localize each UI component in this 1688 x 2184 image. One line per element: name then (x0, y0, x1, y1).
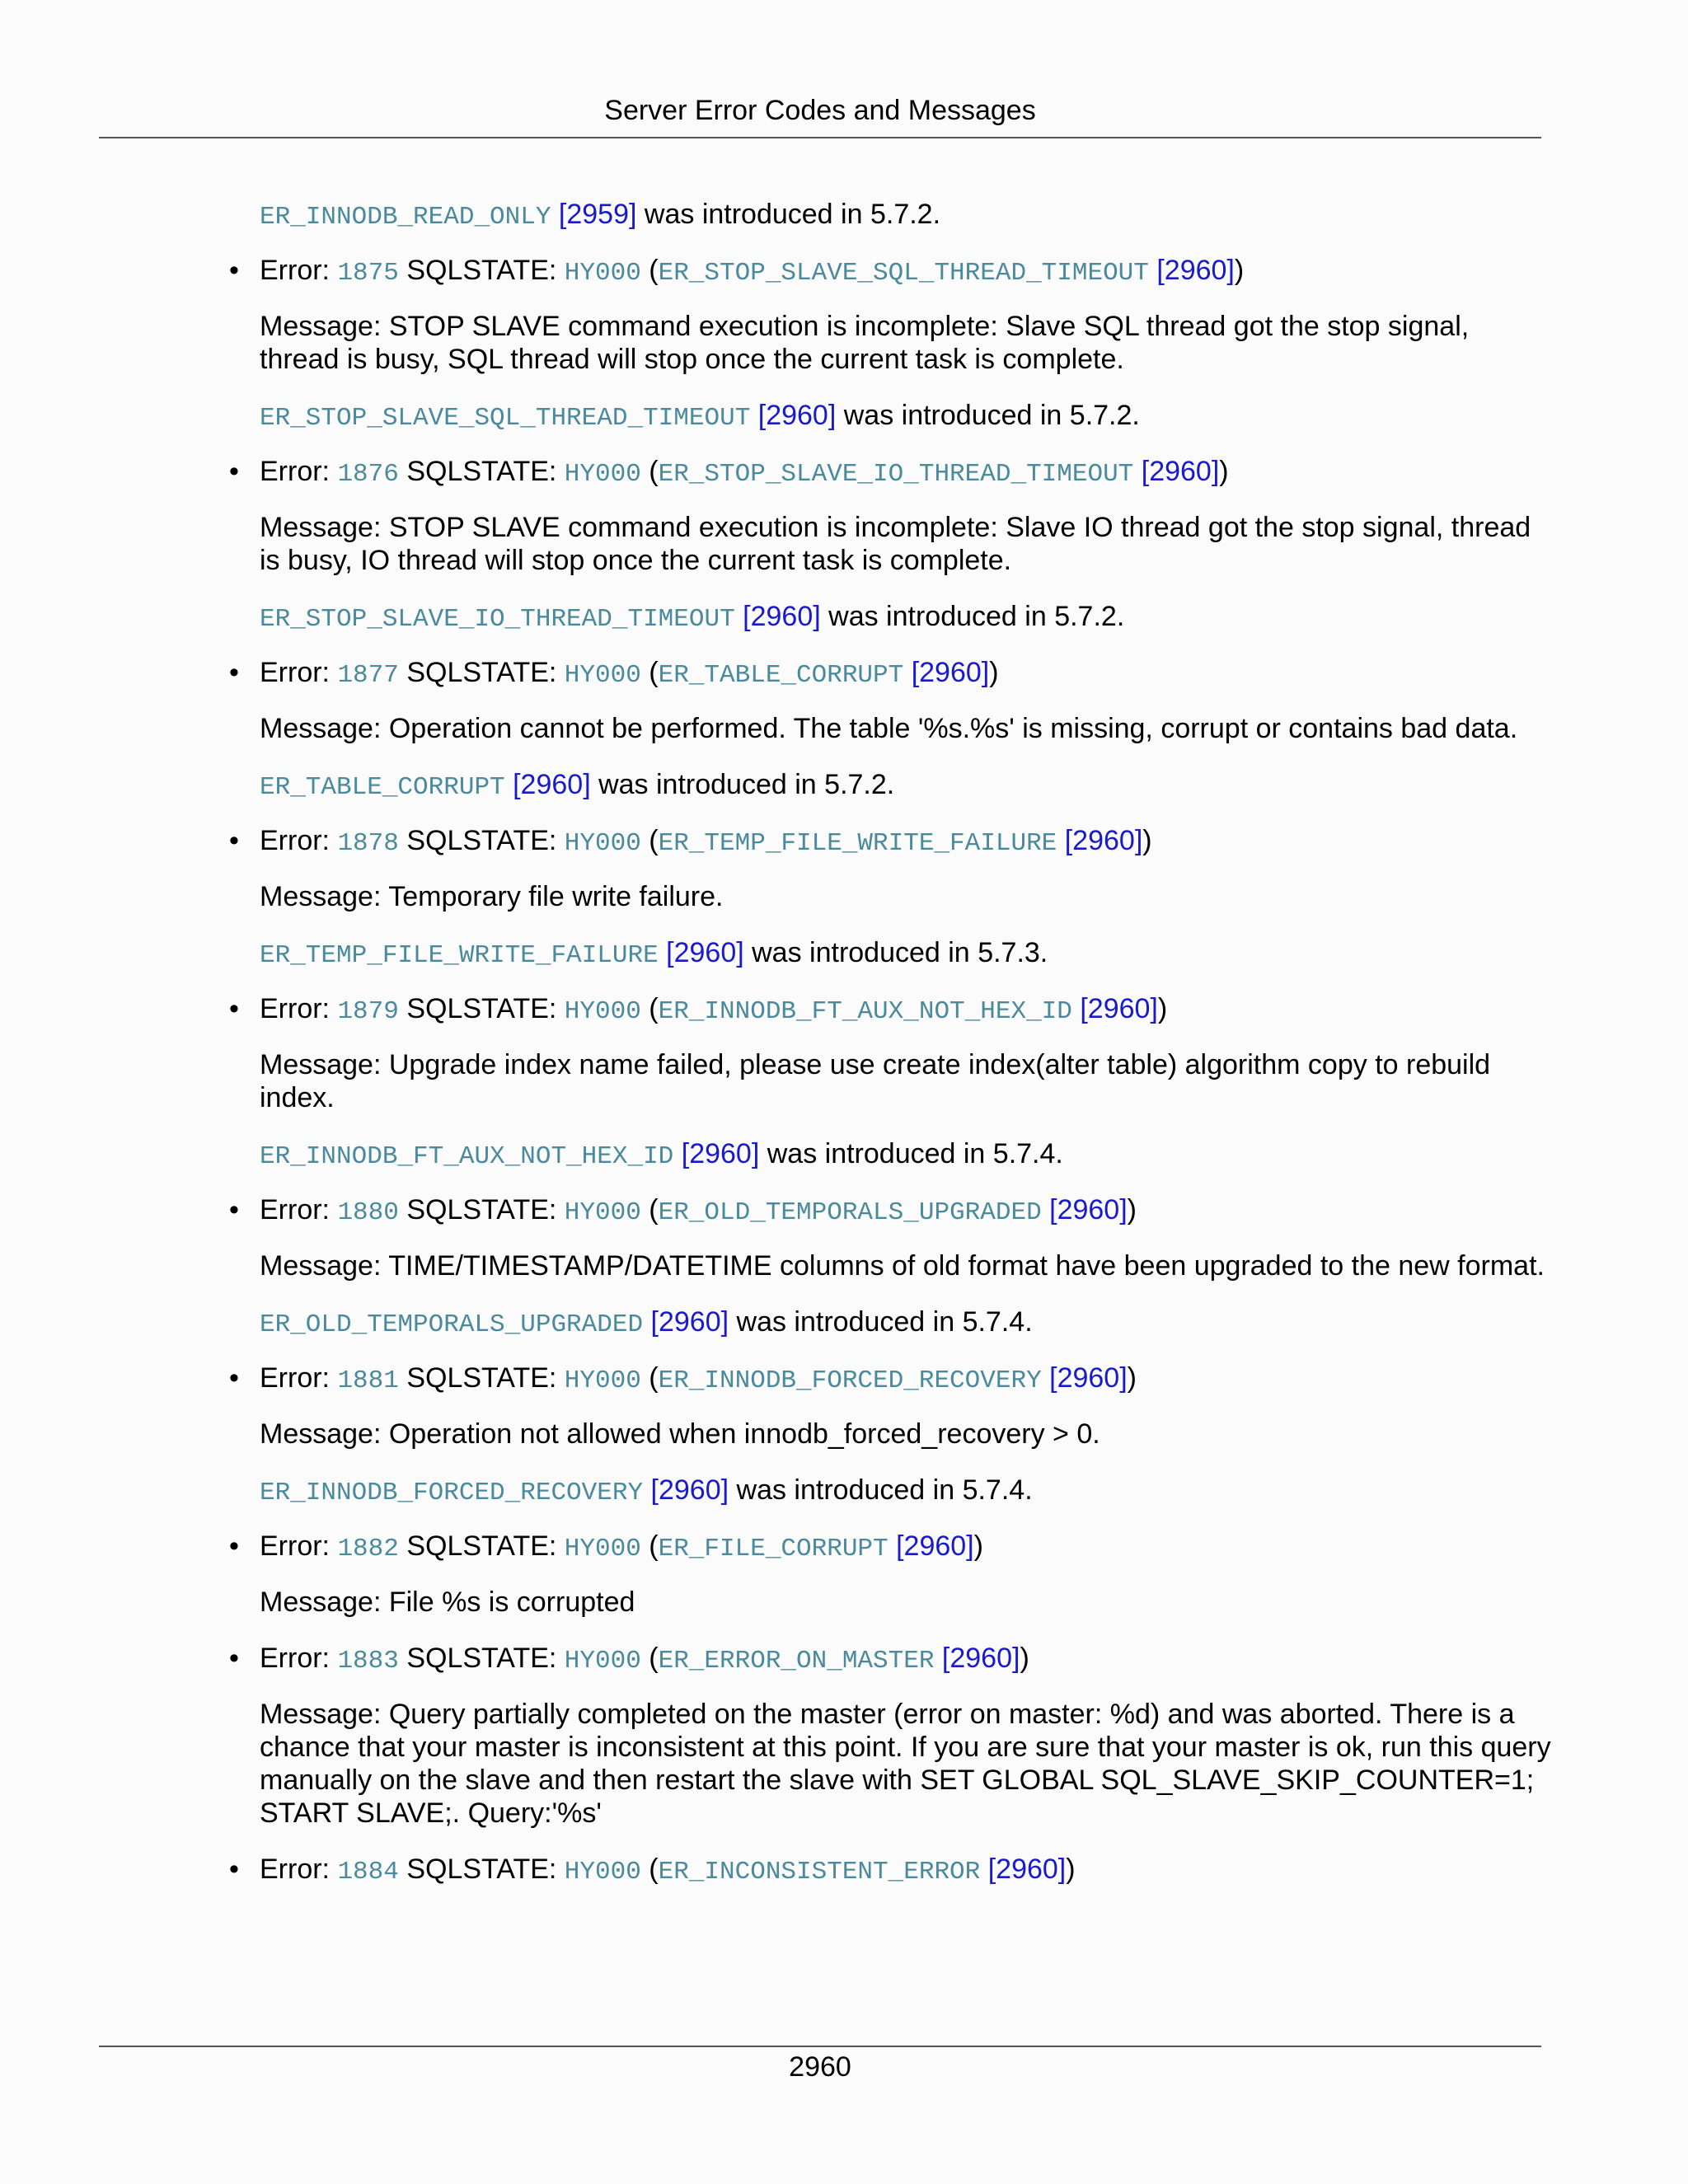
version-number: 5.7.4. (992, 1138, 1063, 1169)
error-symbol: ER_ERROR_ON_MASTER (658, 1647, 935, 1675)
version-number: 5.7.2. (870, 199, 941, 230)
introduced-note (260, 768, 894, 804)
error-code: 1881 (337, 1366, 399, 1395)
message-text: Message: STOP SLAVE command execution is incomplete: Slave SQL thread got the stop signal, (260, 311, 1470, 342)
error-entry-line (260, 1853, 1076, 1889)
page-ref-link[interactable]: [2960] (743, 601, 821, 632)
page-ref-link[interactable]: [2960] (513, 769, 591, 800)
sqlstate-label: SQLSTATE: (406, 255, 557, 286)
open-paren: ( (649, 1643, 659, 1674)
error-label: Error: (260, 456, 330, 487)
introduced-note (260, 1474, 1033, 1510)
close-paren: ) (1127, 1362, 1137, 1394)
error-symbol: ER_TABLE_CORRUPT (260, 773, 505, 802)
close-paren: ) (973, 1530, 983, 1562)
error-symbol: ER_OLD_TEMPORALS_UPGRADED (260, 1310, 644, 1339)
bullet-icon: • (229, 1362, 239, 1394)
introduced-label: was introduced in (644, 199, 863, 230)
message-text: Message: Operation not allowed when innodb_forced_recovery > 0. (260, 1418, 1100, 1450)
error-code: 1875 (337, 259, 399, 288)
error-symbol: ER_INNODB_FORCED_RECOVERY (260, 1479, 644, 1507)
error-code: 1883 (337, 1647, 399, 1675)
error-code: 1882 (337, 1535, 399, 1563)
version-number: 5.7.4. (962, 1306, 1033, 1338)
introduced-label: was introduced in (736, 1474, 955, 1506)
error-entry-line (260, 254, 1244, 290)
error-entry-line (260, 1193, 1137, 1230)
sqlstate-value: HY000 (564, 460, 641, 489)
error-symbol: ER_TABLE_CORRUPT (658, 661, 904, 690)
bullet-icon: • (229, 1530, 239, 1562)
bullet-icon: • (229, 657, 239, 688)
open-paren: ( (649, 825, 659, 856)
error-label: Error: (260, 1362, 330, 1394)
page-ref-link[interactable]: [2960] (941, 1643, 1020, 1674)
sqlstate-value: HY000 (564, 259, 641, 288)
sqlstate-label: SQLSTATE: (406, 993, 557, 1024)
version-number: 5.7.4. (962, 1474, 1033, 1506)
error-symbol: ER_INNODB_FT_AUX_NOT_HEX_ID (260, 1142, 674, 1171)
sqlstate-label: SQLSTATE: (406, 1643, 557, 1674)
sqlstate-label: SQLSTATE: (406, 456, 557, 487)
error-code: 1884 (337, 1858, 399, 1886)
sqlstate-label: SQLSTATE: (406, 1530, 557, 1562)
sqlstate-label: SQLSTATE: (406, 657, 557, 688)
sqlstate-value: HY000 (564, 1647, 641, 1675)
error-symbol: ER_INCONSISTENT_ERROR (658, 1858, 981, 1886)
sqlstate-value: HY000 (564, 1198, 641, 1227)
message-text: index. (260, 1082, 335, 1113)
error-entry-line (260, 824, 1152, 860)
page-ref-link[interactable]: [2959] (558, 199, 637, 230)
sqlstate-value: HY000 (564, 829, 641, 858)
open-paren: ( (649, 1362, 659, 1394)
introduced-note (260, 198, 940, 234)
close-paren: ) (1127, 1194, 1137, 1226)
page-ref-link[interactable]: [2960] (987, 1854, 1067, 1885)
sqlstate-value: HY000 (564, 997, 641, 1026)
close-paren: ) (989, 657, 999, 688)
open-paren: ( (649, 456, 659, 487)
page-ref-link[interactable]: [2960] (650, 1474, 729, 1506)
introduced-label: was introduced in (828, 601, 1047, 632)
close-paren: ) (1157, 993, 1168, 1024)
open-paren: ( (649, 255, 659, 286)
message-text: Message: Query partially completed on the master (error on master: %d) and was aborted. There is a (260, 1699, 1515, 1730)
error-symbol: ER_INNODB_FT_AUX_NOT_HEX_ID (658, 997, 1072, 1026)
sqlstate-value: HY000 (564, 1535, 641, 1563)
error-label: Error: (260, 1643, 330, 1674)
error-label: Error: (260, 255, 330, 286)
introduced-label: was introduced in (598, 769, 817, 800)
error-code: 1878 (337, 829, 399, 858)
error-label: Error: (260, 657, 330, 688)
introduced-note (260, 600, 1124, 636)
page-ref-link[interactable]: [2960] (1064, 825, 1143, 856)
error-label: Error: (260, 1530, 330, 1562)
close-paren: ) (1020, 1643, 1029, 1674)
error-symbol: ER_STOP_SLAVE_IO_THREAD_TIMEOUT (260, 605, 735, 634)
sqlstate-value: HY000 (564, 1858, 641, 1886)
page-ref-link[interactable]: [2960] (666, 937, 744, 968)
open-paren: ( (649, 1194, 659, 1226)
message-text: Message: Operation cannot be performed. The table '%s.%s' is missing, corrupt or contains bad data. (260, 713, 1518, 744)
message-text: START SLAVE;. Query:'%s' (260, 1797, 602, 1829)
footer-rule (99, 2046, 1541, 2047)
page-ref-link[interactable]: [2960] (757, 400, 837, 431)
sqlstate-label: SQLSTATE: (406, 1362, 557, 1394)
page-ref-link[interactable]: [2960] (911, 657, 990, 688)
error-symbol: ER_OLD_TEMPORALS_UPGRADED (658, 1198, 1042, 1227)
introduced-note (260, 1305, 1033, 1342)
error-label: Error: (260, 993, 330, 1024)
sqlstate-label: SQLSTATE: (406, 1854, 557, 1885)
message-text: Message: Temporary file write failure. (260, 881, 724, 912)
bullet-icon: • (229, 993, 239, 1024)
error-label: Error: (260, 1194, 330, 1226)
open-paren: ( (649, 1854, 659, 1885)
sqlstate-label: SQLSTATE: (406, 1194, 557, 1226)
page-ref-link[interactable]: [2960] (1156, 255, 1235, 286)
bullet-icon: • (229, 1643, 239, 1674)
page-ref-link[interactable]: [2960] (1080, 993, 1158, 1024)
error-label: Error: (260, 825, 330, 856)
close-paren: ) (1066, 1854, 1076, 1885)
error-code: 1877 (337, 661, 399, 690)
error-symbol: ER_TEMP_FILE_WRITE_FAILURE (260, 941, 659, 970)
page-ref-link[interactable]: [2960] (1141, 456, 1220, 487)
bullet-icon: • (229, 1854, 239, 1885)
close-paren: ) (1219, 456, 1229, 487)
message-text: thread is busy, SQL thread will stop once the current task is complete. (260, 344, 1124, 375)
error-entry-line (260, 1642, 1029, 1678)
page-ref-link[interactable]: [2960] (1049, 1194, 1128, 1226)
bullet-icon: • (229, 825, 239, 856)
introduced-note (260, 399, 1140, 435)
introduced-label: was introduced in (767, 1138, 986, 1169)
close-paren: ) (1234, 255, 1245, 286)
error-symbol: ER_TEMP_FILE_WRITE_FAILURE (658, 829, 1057, 858)
message-text: Message: STOP SLAVE command execution is incomplete: Slave IO thread got the stop signal, thread (260, 512, 1531, 543)
error-symbol: ER_STOP_SLAVE_SQL_THREAD_TIMEOUT (658, 259, 1149, 288)
error-symbol: ER_FILE_CORRUPT (658, 1535, 889, 1563)
open-paren: ( (649, 657, 659, 688)
error-entry-line (260, 656, 999, 692)
error-entry-line (260, 1530, 983, 1566)
open-paren: ( (649, 993, 659, 1024)
error-code: 1879 (337, 997, 399, 1026)
introduced-note (260, 936, 1048, 972)
message-text: manually on the slave and then restart the slave with SET GLOBAL SQL_SLAVE_SKIP_COUNTER=1; (260, 1765, 1535, 1796)
message-text: Message: Upgrade index name failed, please use create index(alter table) algorithm copy to rebuild (260, 1049, 1491, 1080)
page-number: 2960 (789, 2051, 851, 2083)
sqlstate-value: HY000 (564, 661, 641, 690)
page-ref-link[interactable]: [2960] (1049, 1362, 1128, 1394)
version-number: 5.7.2. (824, 769, 895, 800)
version-number: 5.7.2. (1069, 400, 1140, 431)
version-number: 5.7.3. (978, 937, 1048, 968)
introduced-label: was introduced in (843, 400, 1062, 431)
error-code: 1880 (337, 1198, 399, 1227)
page-ref-link[interactable]: [2960] (681, 1138, 760, 1169)
sqlstate-value: HY000 (564, 1366, 641, 1395)
message-text: is busy, IO thread will stop once the current task is complete. (260, 545, 1012, 576)
open-paren: ( (649, 1530, 659, 1562)
header-rule (99, 137, 1541, 138)
sqlstate-label: SQLSTATE: (406, 825, 557, 856)
page-ref-link[interactable]: [2960] (896, 1530, 974, 1562)
error-symbol: ER_INNODB_FORCED_RECOVERY (658, 1366, 1042, 1395)
error-entry-line (260, 992, 1167, 1029)
message-text: Message: TIME/TIMESTAMP/DATETIME columns of old format have been upgraded to the new format. (260, 1250, 1545, 1282)
close-paren: ) (1142, 825, 1152, 856)
version-number: 5.7.2. (1054, 601, 1125, 632)
error-code: 1876 (337, 460, 399, 489)
introduced-label: was introduced in (736, 1306, 955, 1338)
error-symbol: ER_STOP_SLAVE_SQL_THREAD_TIMEOUT (260, 404, 751, 433)
error-entry-line (260, 1361, 1137, 1398)
bullet-icon: • (229, 1194, 239, 1226)
message-text: Message: File %s is corrupted (260, 1586, 635, 1618)
page-ref-link[interactable]: [2960] (650, 1306, 729, 1338)
running-header: Server Error Codes and Messages (604, 95, 1036, 126)
error-label: Error: (260, 1854, 330, 1885)
introduced-note (260, 1137, 1063, 1174)
error-symbol: ER_STOP_SLAVE_IO_THREAD_TIMEOUT (658, 460, 1134, 489)
bullet-icon: • (229, 255, 239, 286)
error-entry-line (260, 455, 1229, 491)
error-symbol: ER_INNODB_READ_ONLY (260, 203, 551, 232)
introduced-label: was introduced in (752, 937, 970, 968)
message-text: chance that your master is inconsistent at this point. If you are sure that your master is ok, run this query (260, 1732, 1551, 1763)
bullet-icon: • (229, 456, 239, 487)
